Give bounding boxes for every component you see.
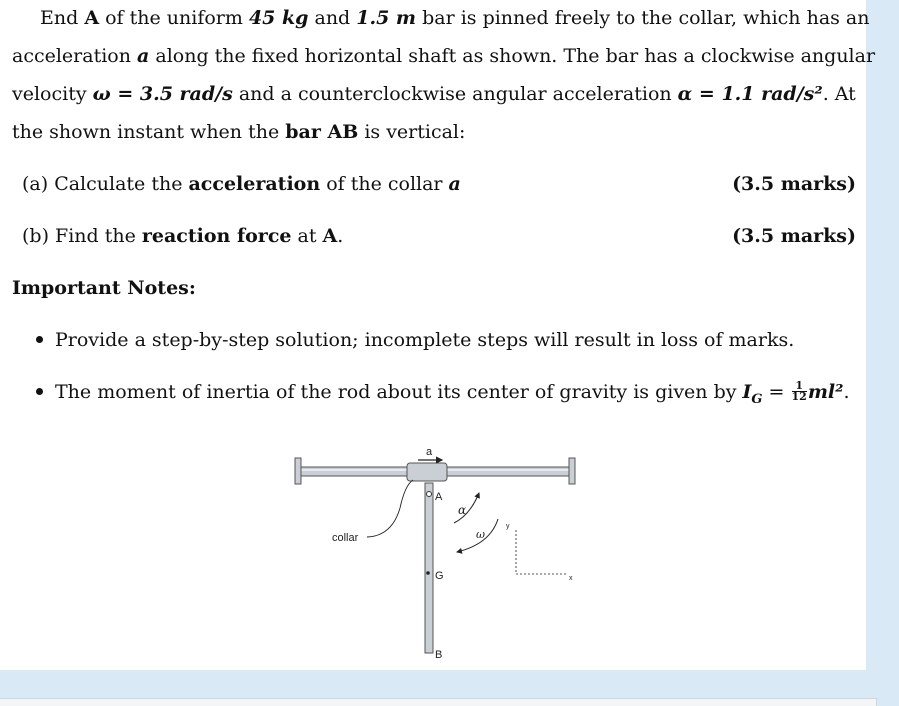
label-y: y: [506, 523, 510, 530]
center-of-gravity-g: [426, 571, 430, 575]
problem-line-3: velocity ω = 3.5 rad/s and a counterclockwise angular acceleration α = 1.1 rad/s². At: [12, 83, 856, 105]
label-point-a: A: [435, 491, 443, 503]
collar-leader-line: [367, 480, 413, 537]
note-bullet-2: The moment of inertia of the rod about its center of gravity is given by $I_G$ = $\frac{1}{12}$ ml².: [36, 380, 850, 412]
part-b: (b) Find the reaction force at A.: [22, 225, 344, 247]
label-alpha: α: [458, 503, 467, 517]
label-point-g: G: [435, 570, 444, 582]
part-a-marks: (3.5 marks): [732, 173, 856, 195]
label-point-b: B: [435, 649, 443, 661]
bullet-icon: [36, 388, 43, 395]
shaft-right-stop: [569, 458, 575, 484]
label-omega: ω: [476, 528, 485, 541]
fraction-one-twelfth: $\frac{1}{12}$: [791, 378, 807, 403]
bar-collar-diagram: [292, 440, 582, 665]
bar-ab: [425, 483, 433, 653]
shaft-left-stop: [295, 458, 301, 484]
notes-heading: Important Notes:: [12, 277, 196, 299]
collar: [407, 463, 447, 481]
problem-line-2: acceleration a along the fixed horizontal shaft as shown. The bar has a clockwise angular: [12, 45, 876, 67]
part-a: (a) Calculate the acceleration of the collar a: [22, 173, 461, 195]
part-b-marks: (3.5 marks): [732, 225, 856, 247]
label-a: a: [426, 446, 433, 458]
label-x: x: [569, 575, 573, 582]
label-collar: collar: [332, 532, 359, 544]
problem-line-4: the shown instant when the bar AB is vertical:: [12, 121, 466, 143]
note-bullet-1: Provide a step-by-step solution; incomplete steps will result in loss of marks.: [36, 328, 794, 352]
problem-line-1: End A of the uniform 45 kg and 1.5 m bar is pinned freely to the collar, which has an: [40, 7, 870, 29]
pin-a: [427, 492, 432, 497]
bullet-icon: [36, 336, 43, 343]
